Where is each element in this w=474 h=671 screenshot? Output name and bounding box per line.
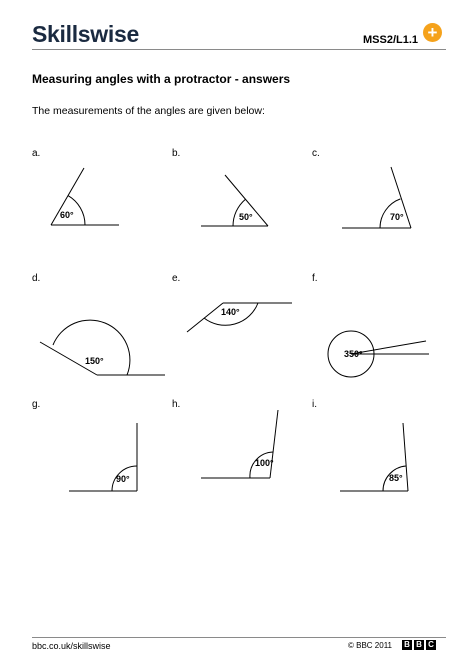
angle-h-value: 100° xyxy=(255,458,274,468)
angle-b-label: b. xyxy=(172,148,181,159)
angle-a-value: 60° xyxy=(60,210,74,220)
worksheet-code: MSS2/L1.1 xyxy=(363,34,419,46)
angle-i-label: i. xyxy=(312,399,317,410)
angle-h-label: h. xyxy=(172,399,181,410)
angle-e-value: 140° xyxy=(221,307,240,317)
plus-icon: + xyxy=(423,23,442,42)
bbc-logo-b1: B xyxy=(402,640,412,650)
angle-e-label: e. xyxy=(172,273,181,284)
bbc-logo-b2: B xyxy=(414,640,424,650)
angle-a-label: a. xyxy=(32,148,41,159)
angle-f-label: f. xyxy=(312,273,318,284)
angle-c-label: c. xyxy=(312,148,320,159)
bbc-logo-c: C xyxy=(426,640,436,650)
angle-d-label: d. xyxy=(32,273,41,284)
footer-divider xyxy=(32,637,446,638)
angle-d-value: 150° xyxy=(85,356,104,366)
angle-b-diagram xyxy=(201,175,268,226)
page-title: Measuring angles with a protractor - answers xyxy=(32,72,291,86)
footer-url[interactable]: bbc.co.uk/skillswise xyxy=(32,641,111,651)
angle-b-value: 50° xyxy=(239,212,253,222)
angle-d-diagram xyxy=(40,320,165,375)
angle-i-value: 85° xyxy=(389,473,403,483)
angle-g-label: g. xyxy=(32,399,41,410)
intro-text: The measurements of the angles are given below: xyxy=(32,105,265,117)
angle-g-value: 90° xyxy=(116,474,130,484)
footer-copyright: © BBC 2011 xyxy=(348,641,392,650)
angle-f-value: 350° xyxy=(344,349,363,359)
skillswise-logo: Skillswise xyxy=(32,21,139,47)
angle-c-value: 70° xyxy=(390,212,404,222)
